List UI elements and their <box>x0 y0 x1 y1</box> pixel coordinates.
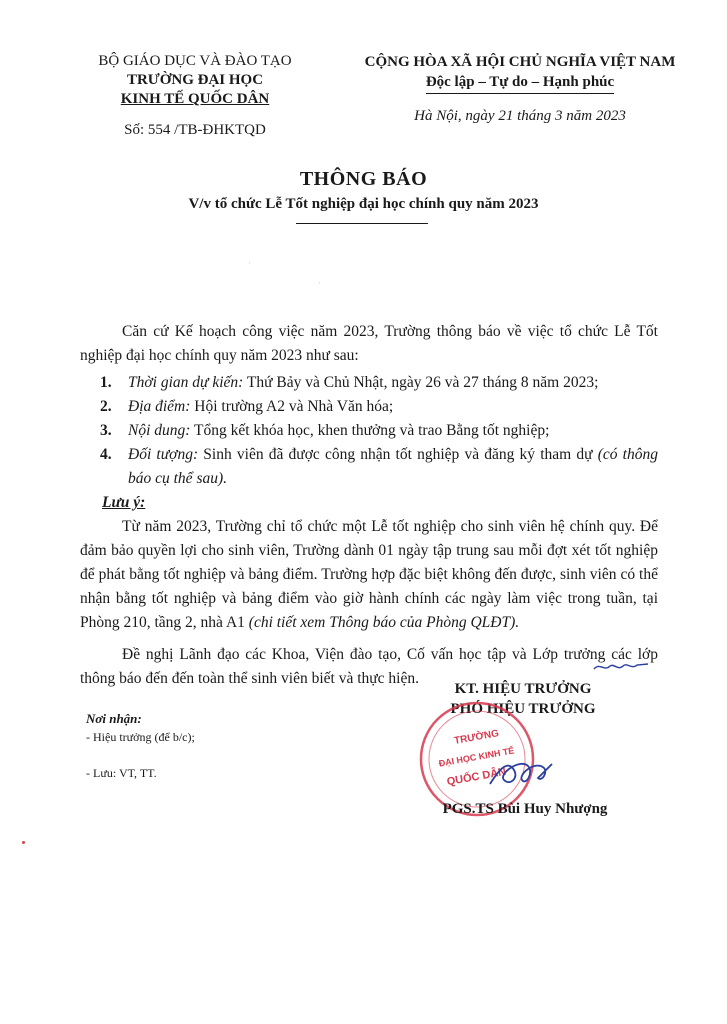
recipients-label: Nơi nhận: <box>86 711 142 726</box>
list-item <box>80 395 658 419</box>
item-label: Thời gian dự kiến: <box>128 374 244 391</box>
item-note: (có thông báo cụ thể sau). <box>128 446 658 487</box>
document-body <box>80 320 658 691</box>
scan-speck: · <box>318 278 321 288</box>
list-item <box>80 371 658 395</box>
signature-title-line2: PHÓ HIỆU TRƯỞNG <box>450 701 596 717</box>
national-header <box>330 52 710 126</box>
item-number: 4. <box>100 446 112 463</box>
document-number: Số: 554 /TB-ĐHKTQD <box>124 122 266 138</box>
country-name: CỘNG HÒA XÃ HỘI CHỦ NGHĨA VIỆT NAM <box>364 54 676 70</box>
event-details-list <box>80 371 658 491</box>
subtitle-divider <box>296 223 428 224</box>
svg-text:QUỐC DÂN: QUỐC DÂN <box>445 765 508 789</box>
scan-speck <box>22 841 25 844</box>
handwritten-signature <box>486 746 556 796</box>
recipients-block <box>86 711 195 781</box>
list-item <box>80 419 658 443</box>
recipient-line: - Hiệu trưởng (để b/c); <box>86 730 195 744</box>
item-text: Thứ Bảy và Chủ Nhật, ngày 26 và 27 tháng 8 năm 2023; <box>243 374 599 391</box>
item-number: 3. <box>100 422 112 439</box>
item-label: Địa điểm: <box>128 398 191 415</box>
issuer-header <box>80 52 310 140</box>
item-text: Hội trường A2 và Nhà Văn hóa; <box>190 398 394 415</box>
note-paragraph <box>80 515 658 635</box>
item-text: Tổng kết khóa học, khen thưởng và trao Bằng tốt nghiệp; <box>190 422 550 439</box>
document-title: THÔNG BÁO <box>299 168 428 190</box>
signature-title-line1: KT. HIỆU TRƯỞNG <box>454 681 592 697</box>
note-label: Lưu ý: <box>102 494 146 511</box>
intro-paragraph: Căn cứ Kế hoạch công việc năm 2023, Trường thông báo về việc tổ chức Lễ Tốt nghiệp đại học chính quy năm 2023 như sau: <box>80 323 658 364</box>
item-number: 1. <box>100 374 112 391</box>
item-text: Sinh viên đã được công nhận tốt nghiệp và đăng ký tham dự <box>198 446 598 463</box>
closing-paragraph: Đề nghị Lãnh đạo các Khoa, Viện đào tạo, Cố vấn học tập và Lớp trưởng các lớp thông báo đến đến toàn thể sinh viên biết và thực hiện. <box>80 646 658 687</box>
scan-speck: · <box>248 258 251 268</box>
item-label: Đối tượng: <box>128 446 199 463</box>
university-name-line2: KINH TẾ QUỐC DÂN <box>120 91 270 107</box>
item-label: Nội dung: <box>128 422 191 439</box>
document-date: Hà Nội, ngày 21 tháng 3 năm 2023 <box>414 108 626 124</box>
note-reference: (chi tiết xem Thông báo của Phòng QLĐT). <box>248 614 520 631</box>
svg-text:TRƯỜNG: TRƯỜNG <box>453 728 500 747</box>
svg-text:ĐẠI HỌC KINH TẾ: ĐẠI HỌC KINH TẾ <box>437 745 516 769</box>
university-name-line1: TRƯỜNG ĐẠI HỌC <box>126 72 264 88</box>
list-item <box>80 443 658 491</box>
item-number: 2. <box>100 398 112 415</box>
ministry-name: BỘ GIÁO DỤC VÀ ĐÀO TẠO <box>98 53 292 69</box>
signer-name: PGS.TS Bùi Huy Nhượng <box>442 801 608 817</box>
recipient-line: - Lưu: VT, TT. <box>86 766 157 780</box>
document-subtitle: V/v tổ chức Lễ Tốt nghiệp đại học chính quy năm 2023 <box>188 196 539 212</box>
note-text: Từ năm 2023, Trường chỉ tổ chức một Lễ tốt nghiệp cho sinh viên hệ chính quy. Để đảm bảo quyền lợi cho sinh viên, Trường dành 01 ngày tập trung sau mỗi đợt xét tốt nghiệp để phát bằng tốt nghiệp và bảng điểm. Trường hợp đặc biệt không đến được, sinh viên có thể nhận bằng tốt nghiệp và bảng điểm vào giờ hành chính các ngày làm việc trong tuần, tại Phòng 210, tầng 2, nhà A1 <box>80 518 658 631</box>
national-motto: Độc lập – Tự do – Hạnh phúc <box>426 72 614 94</box>
approval-initial-mark <box>592 660 650 674</box>
